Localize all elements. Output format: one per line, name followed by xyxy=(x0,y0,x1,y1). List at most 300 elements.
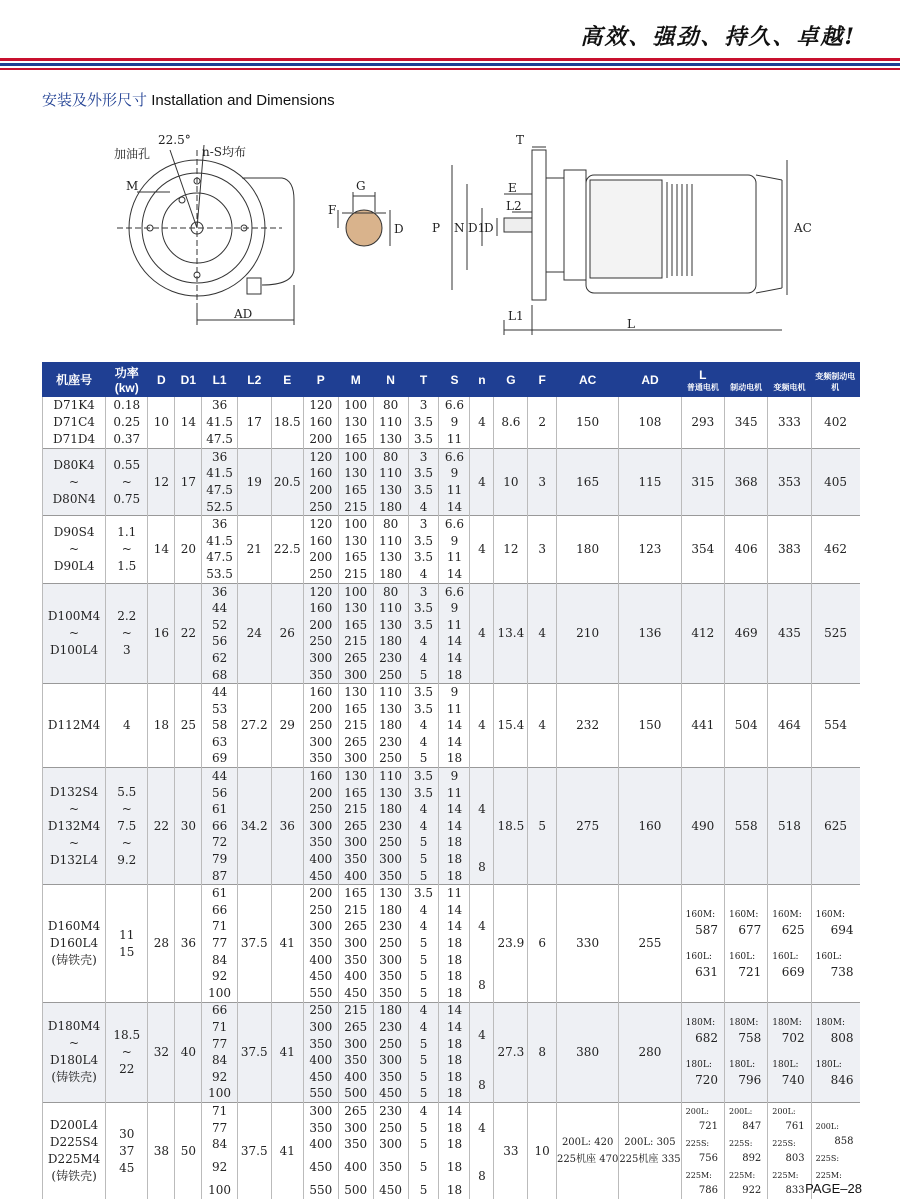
ac-cell: 330 xyxy=(556,885,618,1002)
l-split-block xyxy=(682,1103,724,1135)
t-cell: 4 xyxy=(408,1019,439,1036)
frame-cell-line: ~ xyxy=(69,542,80,557)
l1-cell: 84 xyxy=(202,952,238,969)
frame-cell-line: D200L4 xyxy=(50,1118,99,1133)
p-cell: 250 xyxy=(303,566,338,583)
shaft-section-drawing xyxy=(338,192,390,246)
n-count-cell: 4 xyxy=(470,1002,494,1069)
side-l2-label: L2 xyxy=(506,199,522,213)
n-dim-cell: 110 xyxy=(373,414,408,431)
n-dim-cell: 180 xyxy=(373,902,408,919)
p-cell: 120 xyxy=(303,583,338,600)
header-l-sub-brake: 制动电机 xyxy=(730,383,763,392)
section-title xyxy=(42,89,335,110)
t-cell: 4 xyxy=(408,734,439,751)
l-split-value: 758 xyxy=(738,1031,762,1046)
l2-cell: 34.2 xyxy=(237,768,271,885)
s-cell: 18 xyxy=(439,1120,470,1137)
l-split-block xyxy=(812,1150,860,1167)
p-cell: 300 xyxy=(303,734,338,751)
l-split-value: 833 xyxy=(785,1185,805,1197)
t-cell: 5 xyxy=(408,835,439,852)
power-cell xyxy=(106,583,148,684)
l-split-tag: 200L: xyxy=(685,1107,709,1117)
s-cell: 18 xyxy=(439,1153,470,1183)
m-cell: 100 xyxy=(338,397,373,415)
t-cell: 5 xyxy=(408,968,439,985)
s-cell: 18 xyxy=(439,835,470,852)
table-row xyxy=(43,885,860,902)
table-row xyxy=(43,583,860,600)
power-cell xyxy=(106,885,148,1002)
p-cell: 200 xyxy=(303,785,338,802)
dimension-table xyxy=(42,362,860,1199)
l-split-block xyxy=(768,1135,810,1167)
l-split-tag: 180L: xyxy=(815,1060,842,1071)
l1-cell: 87 xyxy=(202,868,238,885)
l-split-tag: 180L: xyxy=(728,1060,756,1071)
frame-cell xyxy=(43,516,106,583)
l-split-value: 808 xyxy=(830,1031,854,1046)
n-count-cell: 4 xyxy=(470,516,494,583)
l-split-block xyxy=(682,1167,724,1199)
l1-cell: 71 xyxy=(202,1019,238,1036)
l2-cell: 21 xyxy=(237,516,271,583)
n-dim-cell: 350 xyxy=(373,985,408,1002)
t-cell: 3 xyxy=(408,583,439,600)
t-cell: 3.5 xyxy=(408,482,439,499)
side-view-drawing xyxy=(452,147,787,335)
p-cell: 450 xyxy=(303,868,338,885)
p-cell: 300 xyxy=(303,818,338,835)
header-s: S xyxy=(439,363,470,397)
l1-cell: 79 xyxy=(202,851,238,868)
n-dim-cell: 130 xyxy=(373,701,408,718)
s-cell: 6.6 xyxy=(439,397,470,415)
p-cell: 550 xyxy=(303,1183,338,1200)
m-cell: 400 xyxy=(338,1153,373,1183)
d1-cell: 20 xyxy=(175,516,202,583)
t-cell: 3.5 xyxy=(408,414,439,431)
side-e-label: E xyxy=(508,181,517,195)
f-cell: 2 xyxy=(528,397,557,449)
s-cell: 9 xyxy=(439,414,470,431)
l-split-value: 721 xyxy=(738,964,762,979)
l2-cell: 17 xyxy=(237,397,271,449)
t-cell: 5 xyxy=(408,935,439,952)
n-dim-cell: 300 xyxy=(373,1136,408,1153)
n-dim-cell: 250 xyxy=(373,1120,408,1137)
p-cell: 450 xyxy=(303,1153,338,1183)
l-split-tag: 200L: xyxy=(815,1122,839,1132)
d1-cell: 22 xyxy=(175,583,202,684)
f-cell: 10 xyxy=(528,1103,557,1200)
p-cell: 450 xyxy=(303,1069,338,1086)
n-dim-cell: 130 xyxy=(373,550,408,567)
l1-cell: 92 xyxy=(202,1153,238,1183)
p-cell: 550 xyxy=(303,1086,338,1103)
s-cell: 14 xyxy=(439,634,470,651)
l-split-value: 858 xyxy=(834,1136,854,1148)
power-cell-line: 1.1 xyxy=(117,525,137,540)
d1-cell: 17 xyxy=(175,449,202,516)
l-vfd-brake-cell: 625 xyxy=(811,768,859,885)
power-cell-line: 0.37 xyxy=(113,432,141,446)
p-cell: 550 xyxy=(303,985,338,1002)
ad-cell: 123 xyxy=(619,516,681,583)
p-cell: 160 xyxy=(303,684,338,701)
front-ad-label: AD xyxy=(234,307,253,321)
m-cell: 165 xyxy=(338,617,373,634)
m-cell: 215 xyxy=(338,902,373,919)
p-cell: 300 xyxy=(303,650,338,667)
n-dim-cell: 180 xyxy=(373,801,408,818)
n-count-cell: 8 xyxy=(470,1069,494,1103)
page-number: PAGE–28 xyxy=(805,1181,862,1196)
d1-cell: 36 xyxy=(175,885,202,1002)
table-header-row xyxy=(43,363,860,397)
table-row xyxy=(43,1002,860,1019)
t-cell: 4 xyxy=(408,801,439,818)
g-cell: 13.4 xyxy=(494,583,528,684)
s-cell: 14 xyxy=(439,902,470,919)
t-cell: 3.5 xyxy=(408,617,439,634)
n-dim-cell: 110 xyxy=(373,600,408,617)
t-cell: 5 xyxy=(408,1153,439,1183)
n-dim-cell: 230 xyxy=(373,1103,408,1120)
power-cell xyxy=(106,768,148,885)
n-dim-cell: 450 xyxy=(373,1183,408,1200)
l-split-value: 669 xyxy=(781,964,805,979)
header-d1: D1 xyxy=(175,363,202,397)
m-cell: 265 xyxy=(338,818,373,835)
l1-cell: 36 xyxy=(202,397,238,415)
power-cell xyxy=(106,684,148,768)
power-cell-line: 0.55 xyxy=(113,457,141,472)
s-cell: 14 xyxy=(439,1002,470,1019)
n-dim-cell: 300 xyxy=(373,952,408,969)
l-vfd-brake-cell: 462 xyxy=(811,516,859,583)
p-cell: 250 xyxy=(303,499,338,516)
f-cell: 8 xyxy=(528,1002,557,1103)
s-cell: 18 xyxy=(439,935,470,952)
header-l-sub-vfd-brake: 变频制动电机 xyxy=(815,372,856,392)
l1-cell: 66 xyxy=(202,902,238,919)
t-cell: 4 xyxy=(408,818,439,835)
power-cell-line: ~ xyxy=(121,835,132,850)
ac-cell: 150 xyxy=(556,397,618,449)
l1-cell: 53 xyxy=(202,701,238,718)
l-standard-cell xyxy=(681,1002,724,1103)
table-row xyxy=(43,397,860,415)
n-dim-cell: 250 xyxy=(373,835,408,852)
l-standard-cell: 315 xyxy=(681,449,724,516)
frame-cell-line: ~ xyxy=(69,474,80,489)
frame-cell-line: ~ xyxy=(69,801,80,816)
l-split-tag: 225M: xyxy=(815,1171,842,1181)
frame-cell-line: D100L4 xyxy=(50,643,99,658)
l-split-value: 786 xyxy=(698,1185,718,1197)
frame-cell-line: ~ xyxy=(69,626,80,641)
s-cell: 18 xyxy=(439,1183,470,1200)
side-d-label: D xyxy=(484,221,494,235)
l-split-value: 738 xyxy=(830,964,854,979)
l-split-tag: 225S: xyxy=(815,1154,840,1164)
ac-cell-line: 225机座 470 xyxy=(556,1154,619,1166)
header-l-label: L xyxy=(699,368,707,382)
l1-cell: 62 xyxy=(202,650,238,667)
table-row xyxy=(43,768,860,785)
d-cell: 16 xyxy=(148,583,175,684)
l-split-block xyxy=(682,944,724,986)
g-cell: 23.9 xyxy=(494,885,528,1002)
section-title-cn: 安装及外形尺寸 xyxy=(42,92,148,109)
header-g: G xyxy=(494,363,528,397)
m-cell: 350 xyxy=(338,952,373,969)
l-standard-cell: 293 xyxy=(681,397,724,449)
p-cell: 160 xyxy=(303,466,338,483)
n-count-cell: 8 xyxy=(470,851,494,885)
t-cell: 5 xyxy=(408,1052,439,1069)
m-cell: 165 xyxy=(338,550,373,567)
m-cell: 265 xyxy=(338,1103,373,1120)
ac-cell: 210 xyxy=(556,583,618,684)
power-cell-line: 18.5 xyxy=(113,1027,141,1042)
s-cell: 18 xyxy=(439,751,470,768)
e-cell: 36 xyxy=(271,768,303,885)
l1-cell: 71 xyxy=(202,1103,238,1120)
l-split-block xyxy=(682,1135,724,1167)
header-l1: L1 xyxy=(202,363,238,397)
t-cell: 5 xyxy=(408,1036,439,1053)
m-cell: 165 xyxy=(338,701,373,718)
ac-cell: 380 xyxy=(556,1002,618,1103)
l-standard-cell: 441 xyxy=(681,684,724,768)
frame-cell-line: D80N4 xyxy=(52,491,96,506)
p-cell: 160 xyxy=(303,414,338,431)
l-split-value: 761 xyxy=(785,1121,805,1133)
n-count-cell: 4 xyxy=(470,684,494,768)
d-cell: 32 xyxy=(148,1002,175,1103)
l-split-value: 694 xyxy=(830,922,854,937)
g-cell: 8.6 xyxy=(494,397,528,449)
slogan: 高效、强劲、持久、卓越! xyxy=(580,24,856,50)
m-cell: 500 xyxy=(338,1183,373,1200)
l-split-tag: 180L: xyxy=(772,1060,799,1071)
l-split-block xyxy=(812,944,860,986)
header-ad: AD xyxy=(619,363,681,397)
l-split-tag: 160L: xyxy=(685,951,712,962)
t-cell: 4 xyxy=(408,650,439,667)
n-dim-cell: 110 xyxy=(373,466,408,483)
s-cell: 11 xyxy=(439,701,470,718)
m-cell: 350 xyxy=(338,1136,373,1153)
frame-cell-line: D71C4 xyxy=(53,415,95,429)
s-cell: 9 xyxy=(439,466,470,483)
t-cell: 3.5 xyxy=(408,684,439,701)
l-split-value: 587 xyxy=(695,922,718,937)
m-cell: 215 xyxy=(338,1002,373,1019)
n-count-cell: 4 xyxy=(470,583,494,684)
e-cell: 20.5 xyxy=(271,449,303,516)
t-cell: 5 xyxy=(408,985,439,1002)
frame-cell xyxy=(43,1002,106,1103)
header-l-sub-vfd: 变频电机 xyxy=(773,383,806,392)
ad-cell: 108 xyxy=(619,397,681,449)
p-cell: 400 xyxy=(303,952,338,969)
l-split-value: 721 xyxy=(698,1121,718,1133)
power-cell-line: 4 xyxy=(122,718,131,733)
l1-cell: 47.5 xyxy=(202,482,238,499)
l-vfd-brake-cell: 402 xyxy=(811,397,859,449)
s-cell: 11 xyxy=(439,785,470,802)
d-cell: 12 xyxy=(148,449,175,516)
l-brake-cell: 504 xyxy=(724,684,767,768)
m-cell: 130 xyxy=(338,684,373,701)
l1-cell: 68 xyxy=(202,667,238,684)
l-brake-cell xyxy=(724,1002,767,1103)
f-cell: 4 xyxy=(528,684,557,768)
n-count-cell: 4 xyxy=(470,397,494,449)
power-cell-line: 5.5 xyxy=(117,784,137,799)
frame-cell-line: D80K4 xyxy=(53,457,95,472)
power-cell-line: 1.5 xyxy=(117,559,137,574)
frame-cell-line: D71K4 xyxy=(53,398,95,412)
frame-cell xyxy=(43,583,106,684)
e-cell: 26 xyxy=(271,583,303,684)
table-row xyxy=(43,516,860,533)
l1-cell: 41.5 xyxy=(202,533,238,550)
g-cell: 18.5 xyxy=(494,768,528,885)
l-vfd-cell: 383 xyxy=(768,516,811,583)
t-cell: 5 xyxy=(408,868,439,885)
l-split-tag: 200L: xyxy=(728,1107,753,1117)
power-cell-line: ~ xyxy=(121,1044,132,1059)
d-cell: 28 xyxy=(148,885,175,1002)
ad-cell: 280 xyxy=(619,1002,681,1103)
s-cell: 6.6 xyxy=(439,516,470,533)
l-split-tag: 160L: xyxy=(728,951,756,962)
header-l-sub-standard: 普通电机 xyxy=(686,383,719,392)
header-t: T xyxy=(408,363,439,397)
n-dim-cell: 80 xyxy=(373,397,408,415)
p-cell: 120 xyxy=(303,516,338,533)
g-cell: 12 xyxy=(494,516,528,583)
p-cell: 400 xyxy=(303,851,338,868)
p-cell: 300 xyxy=(303,919,338,936)
header-l-standard xyxy=(681,363,724,397)
p-cell: 200 xyxy=(303,550,338,567)
t-cell: 5 xyxy=(408,1183,439,1200)
frame-cell-line: D71D4 xyxy=(53,432,96,446)
n-dim-cell: 250 xyxy=(373,935,408,952)
f-cell: 6 xyxy=(528,885,557,1002)
n-dim-cell: 350 xyxy=(373,868,408,885)
l-split-value: 625 xyxy=(781,922,805,937)
e-cell: 22.5 xyxy=(271,516,303,583)
frame-cell xyxy=(43,449,106,516)
t-cell: 3.5 xyxy=(408,431,439,449)
l2-cell: 27.2 xyxy=(237,684,271,768)
m-cell: 265 xyxy=(338,650,373,667)
p-cell: 350 xyxy=(303,1120,338,1137)
l-split-tag: 160L: xyxy=(772,951,799,962)
front-angle-label: 22.5° xyxy=(158,133,191,147)
l1-cell: 84 xyxy=(202,1052,238,1069)
l-split-block xyxy=(768,1010,810,1052)
n-dim-cell: 300 xyxy=(373,1052,408,1069)
n-dim-cell: 110 xyxy=(373,684,408,701)
power-cell-line: 9.2 xyxy=(117,852,137,867)
ac-cell: 165 xyxy=(556,449,618,516)
f-cell: 3 xyxy=(528,516,557,583)
table-body xyxy=(43,397,860,1200)
l-split-block xyxy=(725,1167,767,1199)
m-cell: 350 xyxy=(338,1052,373,1069)
l1-cell: 47.5 xyxy=(202,431,238,449)
l1-cell: 92 xyxy=(202,968,238,985)
l-brake-cell: 558 xyxy=(724,768,767,885)
power-cell-line: ~ xyxy=(121,542,132,557)
s-cell: 11 xyxy=(439,550,470,567)
power-cell-line: 0.25 xyxy=(113,415,141,429)
l-split-value: 756 xyxy=(698,1153,718,1165)
l-vfd-brake-cell: 554 xyxy=(811,684,859,768)
n-dim-cell: 180 xyxy=(373,718,408,735)
l-split-block xyxy=(682,1052,724,1094)
l1-cell: 61 xyxy=(202,885,238,902)
l-split-block xyxy=(768,902,810,944)
l-split-value: 631 xyxy=(695,964,718,979)
l-split-block xyxy=(812,1052,860,1094)
n-count-cell: 4 xyxy=(470,768,494,851)
t-cell: 5 xyxy=(408,751,439,768)
n-dim-cell: 250 xyxy=(373,667,408,684)
t-cell: 3.5 xyxy=(408,885,439,902)
p-cell: 120 xyxy=(303,449,338,466)
shaft-f-label: F xyxy=(328,203,337,217)
p-cell: 300 xyxy=(303,1019,338,1036)
m-cell: 300 xyxy=(338,835,373,852)
l1-cell: 36 xyxy=(202,449,238,466)
t-cell: 3.5 xyxy=(408,768,439,785)
p-cell: 200 xyxy=(303,885,338,902)
header-d: D xyxy=(148,363,175,397)
m-cell: 300 xyxy=(338,667,373,684)
front-holes-label: n-S均布 xyxy=(202,145,247,159)
l-split-tag: 160L: xyxy=(815,951,842,962)
p-cell: 350 xyxy=(303,835,338,852)
s-cell: 14 xyxy=(439,818,470,835)
p-cell: 160 xyxy=(303,533,338,550)
s-cell: 18 xyxy=(439,968,470,985)
m-cell: 130 xyxy=(338,414,373,431)
p-cell: 250 xyxy=(303,902,338,919)
l-split-block xyxy=(768,1052,810,1094)
m-cell: 265 xyxy=(338,734,373,751)
l1-cell: 36 xyxy=(202,516,238,533)
l-split-block xyxy=(725,1103,767,1135)
l1-cell: 58 xyxy=(202,718,238,735)
e-cell: 29 xyxy=(271,684,303,768)
n-count-cell: 4 xyxy=(470,449,494,516)
m-cell: 500 xyxy=(338,1086,373,1103)
t-cell: 3 xyxy=(408,449,439,466)
s-cell: 18 xyxy=(439,952,470,969)
f-cell: 4 xyxy=(528,583,557,684)
power-cell-line: 15 xyxy=(119,944,135,959)
frame-cell xyxy=(43,1103,106,1200)
